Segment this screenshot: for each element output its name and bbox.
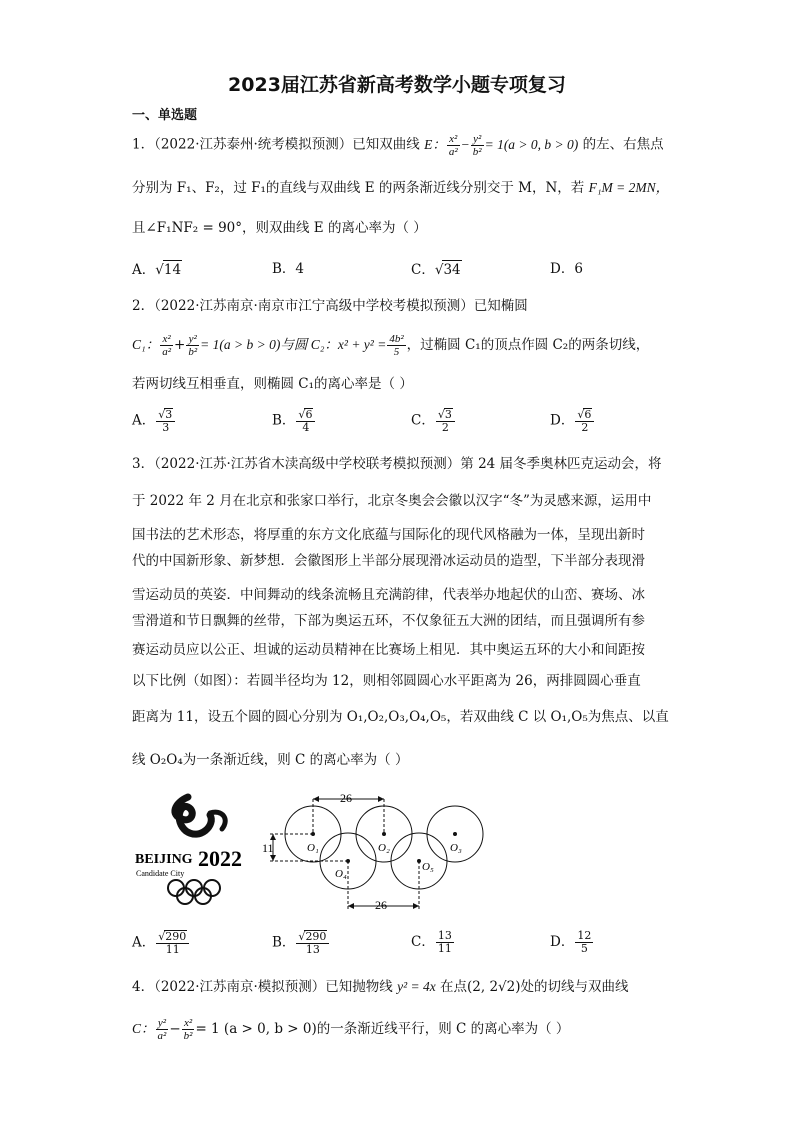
option-fraction: $\frac{√6}{2}$ (575, 408, 594, 434)
q3-line-7: 赛运动员应以公正、坦诚的运动员精神在比赛场上相见．其中奥运五环的大小和间距按 (132, 642, 645, 658)
q1-stem-start: 1．（2022·江苏泰州·统考模拟预测）已知双曲线 (132, 136, 420, 153)
q1-vector-eq: F₁M = 2MN， (588, 180, 670, 195)
q4-stem-end: = 1 (a > 0, b > 0)的一条渐近线平行，则 C 的离心率为（ ） (195, 1021, 570, 1037)
q1-option-b[interactable]: B．4 (272, 261, 305, 277)
option-label: C． (411, 262, 435, 278)
dim-side-label: 11 (262, 841, 274, 855)
dim-bottom-label: 26 (375, 898, 387, 912)
option-label: B． (272, 412, 296, 429)
q1-option-c[interactable]: C．√34 (411, 262, 461, 278)
dim-top-label: 26 (340, 791, 352, 805)
q1-line-2 (132, 179, 669, 197)
logo-text: BEIJING (135, 852, 193, 867)
q2-line-1: 2．（2022·江苏南京·南京市江宁高级中学校考模拟预测）已知椭圆 (132, 298, 528, 314)
q2-option-c[interactable] (411, 408, 456, 434)
option-label: A． (132, 412, 156, 429)
q1-stem-end: 的左、右焦点 (582, 136, 664, 153)
q4-curve-name: C： (132, 1021, 155, 1036)
option-label: B． (272, 934, 296, 951)
q1-option-d[interactable]: D．6 (550, 261, 583, 277)
q3-line-5: 雪运动员的英姿．中间舞动的线条流畅且充满韵律，代表举办地起伏的山峦、赛场、冰 (132, 587, 645, 603)
q1-line-2-text: 分别为 F₁、F₂，过 F₁的直线与双曲线 E 的两条渐近线分别交于 M，N，若 (132, 180, 585, 196)
option-fraction: $\frac{√3}{3}$ (156, 408, 175, 434)
option-value: 34 (443, 262, 461, 278)
option-fraction: $\frac{√6}{4}$ (296, 408, 315, 434)
page-title: 2023届江苏省新高考数学小题专项复习 (228, 74, 566, 96)
q4-line-1 (132, 978, 629, 996)
option-label: C． (411, 934, 435, 950)
q2-option-d[interactable] (550, 408, 595, 434)
option-fraction: $\frac{13}{11}$ (437, 929, 452, 955)
q2-plus: + (174, 337, 186, 353)
q4-line-2: C： $\frac{\text{y²}}{\text{a²}}$ − $\frac{\text{x²}}{\text{b²}}$ = 1 (a > 0, b > 0)的一条渐近线平行，则 C 的离心率为（ ） (132, 1017, 570, 1042)
label-o1: O₁ (307, 842, 319, 854)
option-label: D． (550, 412, 575, 429)
option-fraction: $\frac{√290}{13}$ (296, 930, 329, 956)
q1-hyperbola-eq: E： $\frac{\text{x²}}{\text{a²}}$ − $\frac{\text{y²}}{\text{b²}}$ = 1(a > 0, b > 0) (424, 133, 579, 158)
beijing-2022-logo (135, 797, 242, 904)
q4-stem-mid: 在点(2, 2√2)处的切线与双曲线 (440, 979, 629, 995)
q2-ellipse-name: C₁： (132, 337, 160, 352)
label-o4: O₄ (335, 868, 347, 880)
q2-eq-mid: = 1(a > b > 0)与圆 C₂：x² + y² = (200, 337, 387, 352)
option-label: A． (132, 934, 156, 951)
option-label: D． (550, 934, 575, 950)
q3-line-4: 代的中国新形象、新梦想．会徽图形上半部分展现滑冰运动员的造型，下半部分表现滑 (132, 553, 645, 569)
q3-option-b[interactable] (272, 930, 330, 956)
option-label: C． (411, 412, 435, 429)
q3-line-6: 雪滑道和节日飘舞的丝带，下部为奥运五环，不仅象征五大洲的团结，而且强调所有参 (132, 613, 645, 629)
section-heading: 一、单选题 (132, 108, 198, 123)
q3-line-10: 线 O₂O₄为一条渐近线，则 C 的离心率为（ ） (132, 752, 409, 768)
logo-subtitle: Candidate City (136, 869, 185, 878)
option-fraction: $\frac{12}{5}$ (577, 929, 592, 955)
q3-line-3: 国书法的艺术形态，将厚重的东方文化底蕴与国际化的现代风格融为一体，呈现出新时 (132, 527, 645, 543)
q3-option-c[interactable] (411, 930, 455, 955)
q2-option-a[interactable] (132, 408, 176, 434)
option-label: A． (132, 262, 156, 278)
q2-line-3: 若两切线互相垂直，则椭圆 C₁的离心率是（ ） (132, 376, 413, 392)
q4-stem-start: 4．（2022·江苏南京·模拟预测）已知抛物线 (132, 979, 393, 995)
q2-eq-tail: ，过椭圆 C₁的顶点作圆 C₂的两条切线， (406, 337, 650, 353)
label-o3: O₃ (450, 842, 462, 854)
label-o5: O₅ (422, 861, 434, 873)
q4-parabola-eq: y² = 4x (397, 979, 436, 994)
q3-option-d[interactable] (550, 930, 594, 955)
q3-line-8: 以下比例（如图）：若圆半径均为 12，则相邻圆圆心水平距离为 26，两排圆圆心垂直 (132, 673, 641, 689)
q3-line-1: 3．（2022·江苏·江苏省木渎高级中学校联考模拟预测）第 24 届冬季奥林匹克运动会，将 (132, 456, 662, 472)
option-fraction: $\frac{√290}{11}$ (156, 930, 189, 956)
q1-line-1 (132, 133, 664, 158)
label-o2: O₂ (378, 842, 390, 854)
q3-option-a[interactable] (132, 930, 190, 956)
q2-line-2: C₁： $\frac{\text{x²}}{\text{a²}}$ + $\frac{\text{y²}}{\text{b²}}$ = 1(a > b > 0)与圆 C₂：x² + y² = $\frac{\text{4b²}}{5}$ ，过椭圆 C₁的顶点作圆 C₂的两条切线， (132, 333, 650, 358)
olympic-rings-figure (130, 785, 490, 915)
q2-option-b[interactable] (272, 408, 316, 434)
q1-option-a[interactable]: A．√14 (132, 262, 182, 278)
option-value: 14 (163, 262, 182, 278)
q1-line-3: 且∠F₁NF₂ = 90°，则双曲线 E 的离心率为（ ） (132, 220, 427, 236)
q3-line-2: 于 2022 年 2 月在北京和张家口举行，北京冬奥会会徽以汉字“冬”为灵感来源，运用中 (132, 493, 652, 509)
option-fraction: $\frac{√3}{2}$ (436, 408, 455, 434)
logo-year: 2022 (198, 846, 242, 871)
q3-line-9: 距离为 11，设五个圆的圆心分别为 O₁,O₂,O₃,O₄,O₅，若双曲线 C 以 O₁,O₅为焦点、以直 (132, 709, 669, 725)
